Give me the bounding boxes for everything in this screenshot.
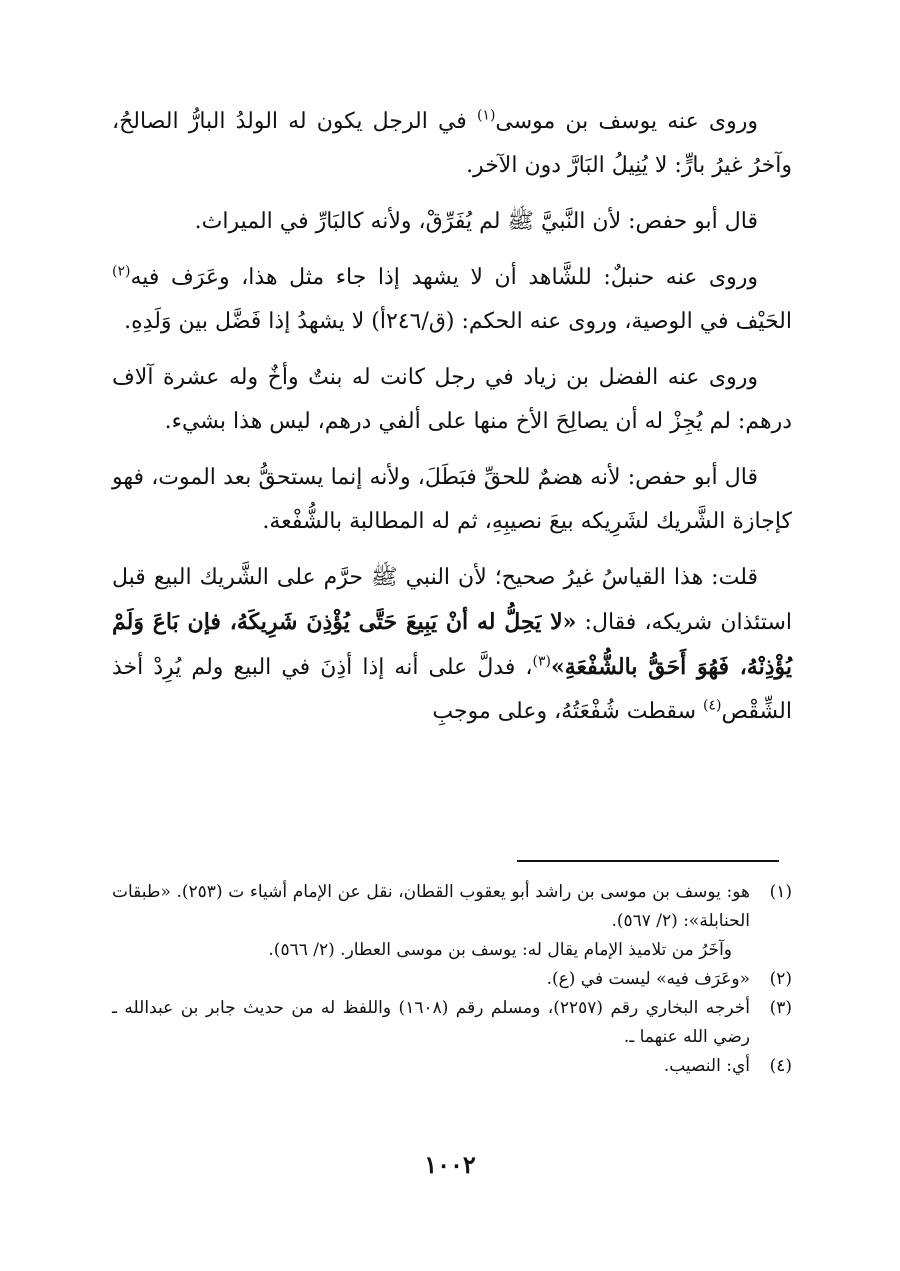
footnote-1-continuation: وآخَرُ من تلاميذ الإمام يقال له: يوسف بن موسى العطار. (٢/ ٥٦٦). — [268, 940, 732, 960]
paragraph-5 — [112, 456, 792, 544]
paragraph-text: قال أبو حفص: لأن النَّبيَّ ﷺ لم يُفَرِّقْ، ولأنه كالبَارِّ في الميراث. — [194, 209, 758, 234]
paragraph-text: وروى عنه الفضل بن زياد في رجل كانت له بنتٌ وأخٌ وله عشرة آلاف درهم: لم يُجِزْ له أن يصالِحَ الأخ منها على ألفي درهم، ليس هذا بشيء. — [112, 365, 792, 434]
footnote-text: «وعَرَف فيه» ليست في (ع). — [546, 969, 750, 989]
paragraph-text: الحَيْف في الوصية، وروى عنه الحكم: (ق/٢٤٦أ) لا يشهدُ إذا فَضَّل بين وَلَدِهِ. — [124, 309, 792, 334]
footnote-text: هو: يوسف بن موسى بن راشد أبو يعقوب القطان، نقل عن الإمام أشياء ت (٢٥٣). «طبقات الحنابلة»: (٢/ ٥٦٧). — [112, 882, 750, 931]
footnote-number: (٢) — [769, 969, 792, 989]
footnote-marker: (١) — [476, 107, 496, 124]
paragraph-3 — [112, 256, 792, 344]
footnotes — [112, 878, 792, 1081]
paragraph-text: في الرجل يكون له الولدُ البارُّ الصالحُ، وآخرُ غيرُ بارٍّ: لا يُنِيلُ البَارَّ دون الآخر. — [112, 109, 792, 178]
page-number: ١٠٠٢ — [424, 1150, 476, 1179]
footnote-4 — [112, 1052, 792, 1081]
paragraph-1 — [112, 100, 792, 188]
footnote-number: (١) — [769, 882, 792, 902]
footnote-marker: (٢) — [112, 263, 131, 280]
paragraph-text: قال أبو حفص: لأنه هضمٌ للحقِّ فبَطَلَ، ولأنه إنما يستحقُّ بعد الموت، فهو كإجازة الشَّريك لشَرِيكه بيعَ نصيبِهِ، ثم له المطالبة بالشُّفْعة. — [112, 465, 792, 534]
paragraph-text: وروى عنه حنبلٌ: للشَّاهد أن لا يشهد إذا جاء مثل هذا، وعَرَف فيه — [130, 265, 758, 290]
hadith-quote: «لا يَحِلُّ له أنْ يَبِيعَ حَتَّى يُؤْذِنَ شَرِيكَهُ، فإن بَاعَ وَلَمْ يُؤْذِنْهُ، فَهُوَ أَحَقُّ بالشُّفْعَةِ» — [112, 609, 792, 680]
paragraph-2 — [112, 200, 792, 244]
paragraph-4 — [112, 356, 792, 444]
footnote-marker: (٤) — [703, 697, 722, 714]
footnote-number: (٤) — [769, 1056, 792, 1076]
footnote-marker: (٣) — [532, 653, 551, 670]
footnote-1 — [112, 878, 792, 936]
footnote-2 — [112, 965, 792, 994]
paragraph-text: سقطت شُفْعَتُهُ، وعلى موجبِ — [432, 699, 703, 724]
paragraph-text: وروى عنه يوسف بن موسى — [495, 109, 758, 134]
paragraph-text: قلت: هذا القياسُ غيرُ صحيح؛ لأن النبي ﷺ حرَّم على الشَّريك البيع قبل استئذان شريكه، فقال: — [112, 565, 792, 635]
footnote-number: (٣) — [769, 998, 792, 1018]
footnote-divider — [517, 860, 779, 862]
footnote-3 — [112, 994, 792, 1052]
footnote-text: أي: النصيب. — [663, 1056, 750, 1076]
footnote-text: أخرجه البخاري رقم (٢٢٥٧)، ومسلم رقم (١٦٠٨) واللفظ له من حديث جابر بن عبدالله ـ رضي الله عنهما ـ. — [112, 998, 750, 1047]
paragraph-text: ، فدلَّ على أنه إذا أذِنَ في البيع ولم يُرِدْ أخذ الشِّقْص — [112, 655, 792, 724]
main-text — [112, 100, 792, 746]
paragraph-6 — [112, 556, 792, 734]
